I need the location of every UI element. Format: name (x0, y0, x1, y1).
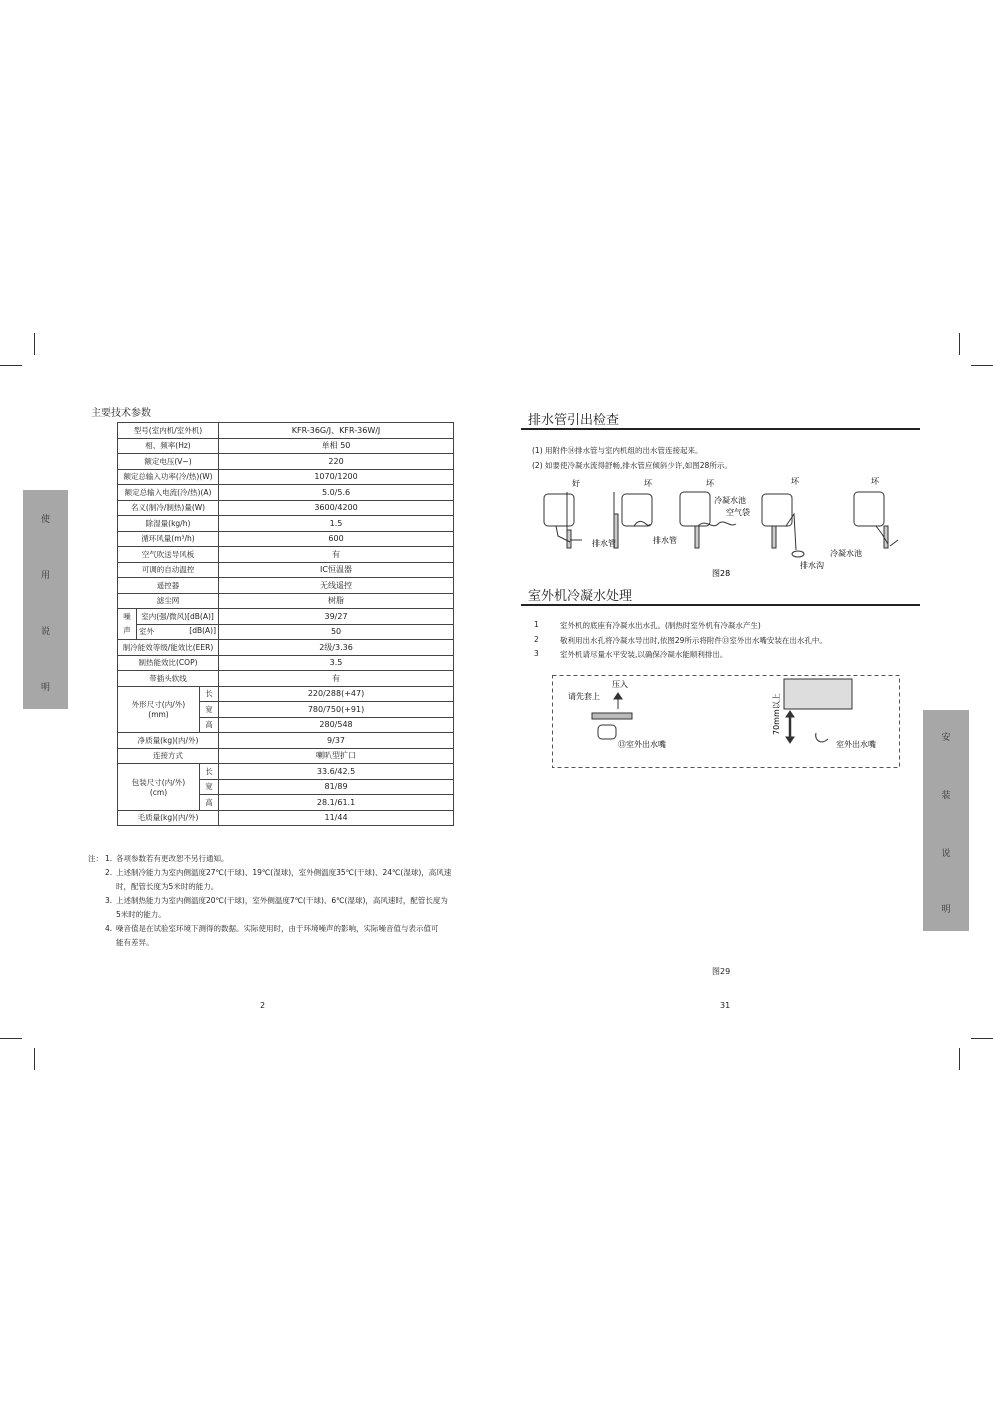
fig28-condensate-pool: 冷凝水池 (714, 496, 746, 505)
crop-mark (0, 365, 22, 366)
spec-value: 33.6/42.5 (219, 764, 454, 780)
spec-title: 主要技术参数 (91, 408, 151, 419)
drain-pipe-bad-4 (786, 514, 796, 550)
fig28-label-bad: 坏 (791, 477, 799, 486)
side-tab-char: 使 (40, 515, 50, 525)
spec-label: 额定总输入功率(冷/热)(W) (118, 469, 219, 485)
note-text: 上述制热能力为室内侧温度20℃(干球)，室外侧温度7℃(干球)、6℃(湿球)，高风速时，配管长度为 (116, 896, 448, 905)
fig28-label-bad: 坏 (706, 479, 714, 488)
step-text: 室外机请尽量水平安装,以确保冷凝水能顺利排出。 (560, 650, 728, 659)
pack-label-text: 包装尺寸(内/外) (131, 777, 186, 787)
spec-label: 带插头软线 (118, 671, 219, 687)
pack-key: 高 (200, 795, 219, 811)
note-number: 2. (105, 868, 113, 877)
noise-outdoor-unit: [dB(A)] (189, 626, 217, 636)
indoor-unit-5 (854, 492, 884, 526)
spec-label: 额定总输入电流(冷/热)(A) (118, 485, 219, 501)
indoor-unit-1 (544, 494, 574, 526)
fig29-hook-first: 请先套上 (568, 692, 600, 701)
note-text: 噪音值是在试验室环境下测得的数据。实际使用时，由于环境噪声的影响，实际噪音值与表示值可 (116, 924, 439, 933)
side-tab-char: 明 (941, 905, 951, 915)
noise-outdoor-label: 室外 (139, 627, 154, 637)
drain-pipe-bad-3 (698, 522, 736, 526)
indoor-unit-4 (762, 494, 792, 526)
page-number-left: 2 (260, 1001, 266, 1010)
step-text: 敬利用出水孔将冷凝水导出时,依图29所示将附件⑬室外出水嘴安装在出水孔中。 (560, 636, 827, 645)
spec-label: 额定电压(V~) (118, 454, 219, 470)
spec-label: 遥控器 (118, 578, 219, 594)
step-number: 2 (534, 635, 539, 644)
spec-label: 空气吹送导风板 (118, 547, 219, 563)
spec-label: 制热能效比(COP) (118, 655, 219, 671)
drain-pipe-bad-2 (634, 521, 650, 526)
crop-mark (959, 1048, 960, 1070)
table-row (118, 531, 454, 547)
spec-value: 9/37 (219, 733, 454, 749)
step-number: 1 (534, 620, 539, 629)
fig28-air-pocket: 空气袋 (726, 508, 750, 517)
right-side-tab (923, 710, 969, 931)
spec-label: 除湿量(kg/h) (118, 516, 219, 532)
outdoor-unit-shape (784, 679, 852, 709)
dims-key: 长 (200, 686, 219, 702)
side-tab-char: 安 (941, 733, 951, 743)
spec-value: 有 (219, 547, 454, 563)
section-title-drain: 排水管引出检查 (528, 413, 620, 428)
spec-label: 滤尘网 (118, 593, 219, 609)
pack-key: 宽 (200, 779, 219, 795)
spec-value: 11/44 (219, 810, 454, 826)
spec-value: 喇叭型扩口 (219, 748, 454, 764)
step-number: 3 (534, 649, 539, 658)
note-item (88, 852, 478, 866)
figure-29 (552, 675, 900, 768)
table-row (118, 516, 454, 532)
note-number: 1. (105, 854, 113, 863)
spec-value: 220 (219, 454, 454, 470)
wall-hatch-5 (884, 526, 888, 548)
note-item (88, 908, 478, 922)
spec-value: 单相 50 (219, 438, 454, 454)
indoor-unit-3 (680, 492, 710, 526)
dims-label (118, 686, 200, 733)
crop-mark (34, 1048, 35, 1070)
spec-label: 室内(强/微风)[dB(A)] (137, 609, 219, 625)
fig28-label-bad: 坏 (871, 477, 879, 486)
note-text: 5米时的能力。 (116, 910, 166, 919)
table-row (118, 655, 454, 671)
side-tab-char: 装 (941, 791, 951, 801)
noise-group-label: 噪声 (118, 609, 137, 640)
note-text: 各项参数若有更改恕不另行通知。 (116, 854, 229, 863)
spec-value: 220/288(+47) (219, 686, 454, 702)
spec-label: 连接方式 (118, 748, 219, 764)
spec-value: 28.1/61.1 (219, 795, 454, 811)
crop-mark (971, 365, 993, 366)
drain-ditch-shape (792, 551, 804, 557)
spec-label: 相、频率(Hz) (118, 438, 219, 454)
note-item (88, 880, 478, 894)
note-item (88, 936, 478, 950)
spec-value: 树脂 (219, 593, 454, 609)
drain-para-1: (1) 用附件⑭排水管与室内机组的出水管连接起来。 (532, 446, 703, 455)
dims-key: 宽 (200, 702, 219, 718)
table-row (118, 609, 454, 625)
note-item (88, 922, 478, 936)
notes (88, 852, 478, 950)
pack-key: 长 (200, 764, 219, 780)
note-number: 4. (105, 924, 113, 933)
fig29-press-in: 压入 (612, 680, 628, 689)
pack-unit: (cm) (149, 787, 168, 797)
spec-value: 5.0/5.6 (219, 485, 454, 501)
table-row (118, 624, 454, 640)
page-number-right: 31 (720, 1001, 731, 1010)
fig29-outlet-left: ⑬室外出水嘴 (618, 740, 666, 749)
table-row (118, 640, 454, 656)
table-row (118, 547, 454, 563)
condensate-pool-shape (890, 540, 898, 546)
notes-prefix: 注： (88, 854, 103, 863)
side-tab-char: 明 (40, 683, 50, 693)
section-title-outdoor: 室外机冷凝水处理 (528, 589, 633, 604)
crop-mark (34, 333, 35, 355)
spec-value: 280/548 (219, 717, 454, 733)
spec-value: 2级/3.36 (219, 640, 454, 656)
figure-28 (530, 474, 920, 580)
spec-value: 81/89 (219, 779, 454, 795)
table-row (118, 562, 454, 578)
spec-label: 毛质量(kg)(内/外) (118, 810, 219, 826)
fig28-label-bad: 坏 (644, 479, 652, 488)
crop-mark (959, 333, 960, 355)
fig29-caption: 图29 (712, 967, 731, 976)
table-row (118, 733, 454, 749)
side-tab-char: 说 (40, 627, 50, 637)
table-row (118, 500, 454, 516)
spec-value: 无线遥控 (219, 578, 454, 594)
spec-value: 1.5 (219, 516, 454, 532)
outlet-nozzle (598, 725, 616, 739)
spec-value: 50 (219, 624, 454, 640)
dims-label-text: 外形尺寸(内/外) (131, 700, 186, 710)
spec-value: 3600/4200 (219, 500, 454, 516)
table-row (118, 438, 454, 454)
fig29-height: 70mm以上 (772, 693, 781, 735)
table-row (118, 423, 454, 439)
spec-label: 循环风量(m³/h) (118, 531, 219, 547)
side-tab-char: 用 (40, 571, 50, 581)
table-row (118, 764, 454, 780)
wall-hatch-3 (695, 526, 699, 548)
spec-value: IC恒温器 (219, 562, 454, 578)
spec-value: 600 (219, 531, 454, 547)
table-row (118, 593, 454, 609)
base-plate (592, 713, 632, 719)
spec-label: 型号(室内机/室外机) (118, 423, 219, 439)
spec-label: 可调的自动温控 (118, 562, 219, 578)
side-tab-char: 说 (941, 849, 951, 859)
spec-label (137, 624, 219, 640)
pack-label (118, 764, 200, 811)
section-rule (521, 428, 920, 430)
drain-para-2: (2) 如要使冷凝水流得舒畅,排水管应倾斜少许,如图28所示。 (532, 461, 732, 470)
crop-mark (971, 1038, 993, 1039)
spec-label: 制冷能效等级/能效比(EER) (118, 640, 219, 656)
table-row (118, 578, 454, 594)
left-side-tab (23, 490, 68, 709)
note-text: 时，配管长度为5米时的能力。 (116, 882, 219, 891)
spec-value: 有 (219, 671, 454, 687)
note-item (88, 866, 478, 880)
fig28-label-good: 好 (572, 479, 580, 488)
wall-hatch-1 (567, 530, 571, 548)
table-row (118, 485, 454, 501)
spec-value: 1070/1200 (219, 469, 454, 485)
fig28-condensate-pool-2: 冷凝水池 (830, 549, 862, 558)
outlet-nozzle-right (816, 733, 828, 742)
fig28-drain-ditch: 排水沟 (800, 561, 824, 570)
spec-label: 名义(制冷/制热)量(W) (118, 500, 219, 516)
spec-table (117, 422, 454, 826)
note-text: 上述制冷能力为室内侧温度27℃(干球)、19℃(湿球)，室外侧温度35℃(干球)、24℃(湿球)，高风速 (116, 868, 452, 877)
note-number: 3. (105, 896, 113, 905)
crop-mark (0, 1038, 22, 1039)
spec-value: 39/27 (219, 609, 454, 625)
spec-value: 780/750(+91) (219, 702, 454, 718)
section-rule (521, 604, 920, 606)
spec-value: 3.5 (219, 655, 454, 671)
spec-value: KFR-36G/J、KFR-36W/J (219, 423, 454, 439)
step-text: 室外机的底座有冷凝水出水孔。(制热时室外机有冷凝水产生) (560, 621, 761, 630)
spec-label: 净质量(kg)(内/外) (118, 733, 219, 749)
table-row (118, 469, 454, 485)
note-item (88, 894, 478, 908)
indoor-unit-2 (622, 494, 652, 526)
press-arrow-icon (614, 693, 622, 699)
fig28-drain-pipe-1: 排水管 (592, 539, 616, 548)
table-row (118, 810, 454, 826)
fig29-outlet-right: 室外出水嘴 (836, 740, 876, 749)
table-row (118, 671, 454, 687)
fig28-caption: 图28 (712, 569, 731, 578)
table-row (118, 686, 454, 702)
wall-hatch-4 (772, 526, 776, 548)
fig28-drain-pipe-2: 排水管 (653, 536, 677, 545)
dims-unit: (mm) (148, 710, 169, 720)
table-row (118, 454, 454, 470)
table-row (118, 748, 454, 764)
dims-key: 高 (200, 717, 219, 733)
note-text: 能有差异。 (116, 938, 154, 947)
